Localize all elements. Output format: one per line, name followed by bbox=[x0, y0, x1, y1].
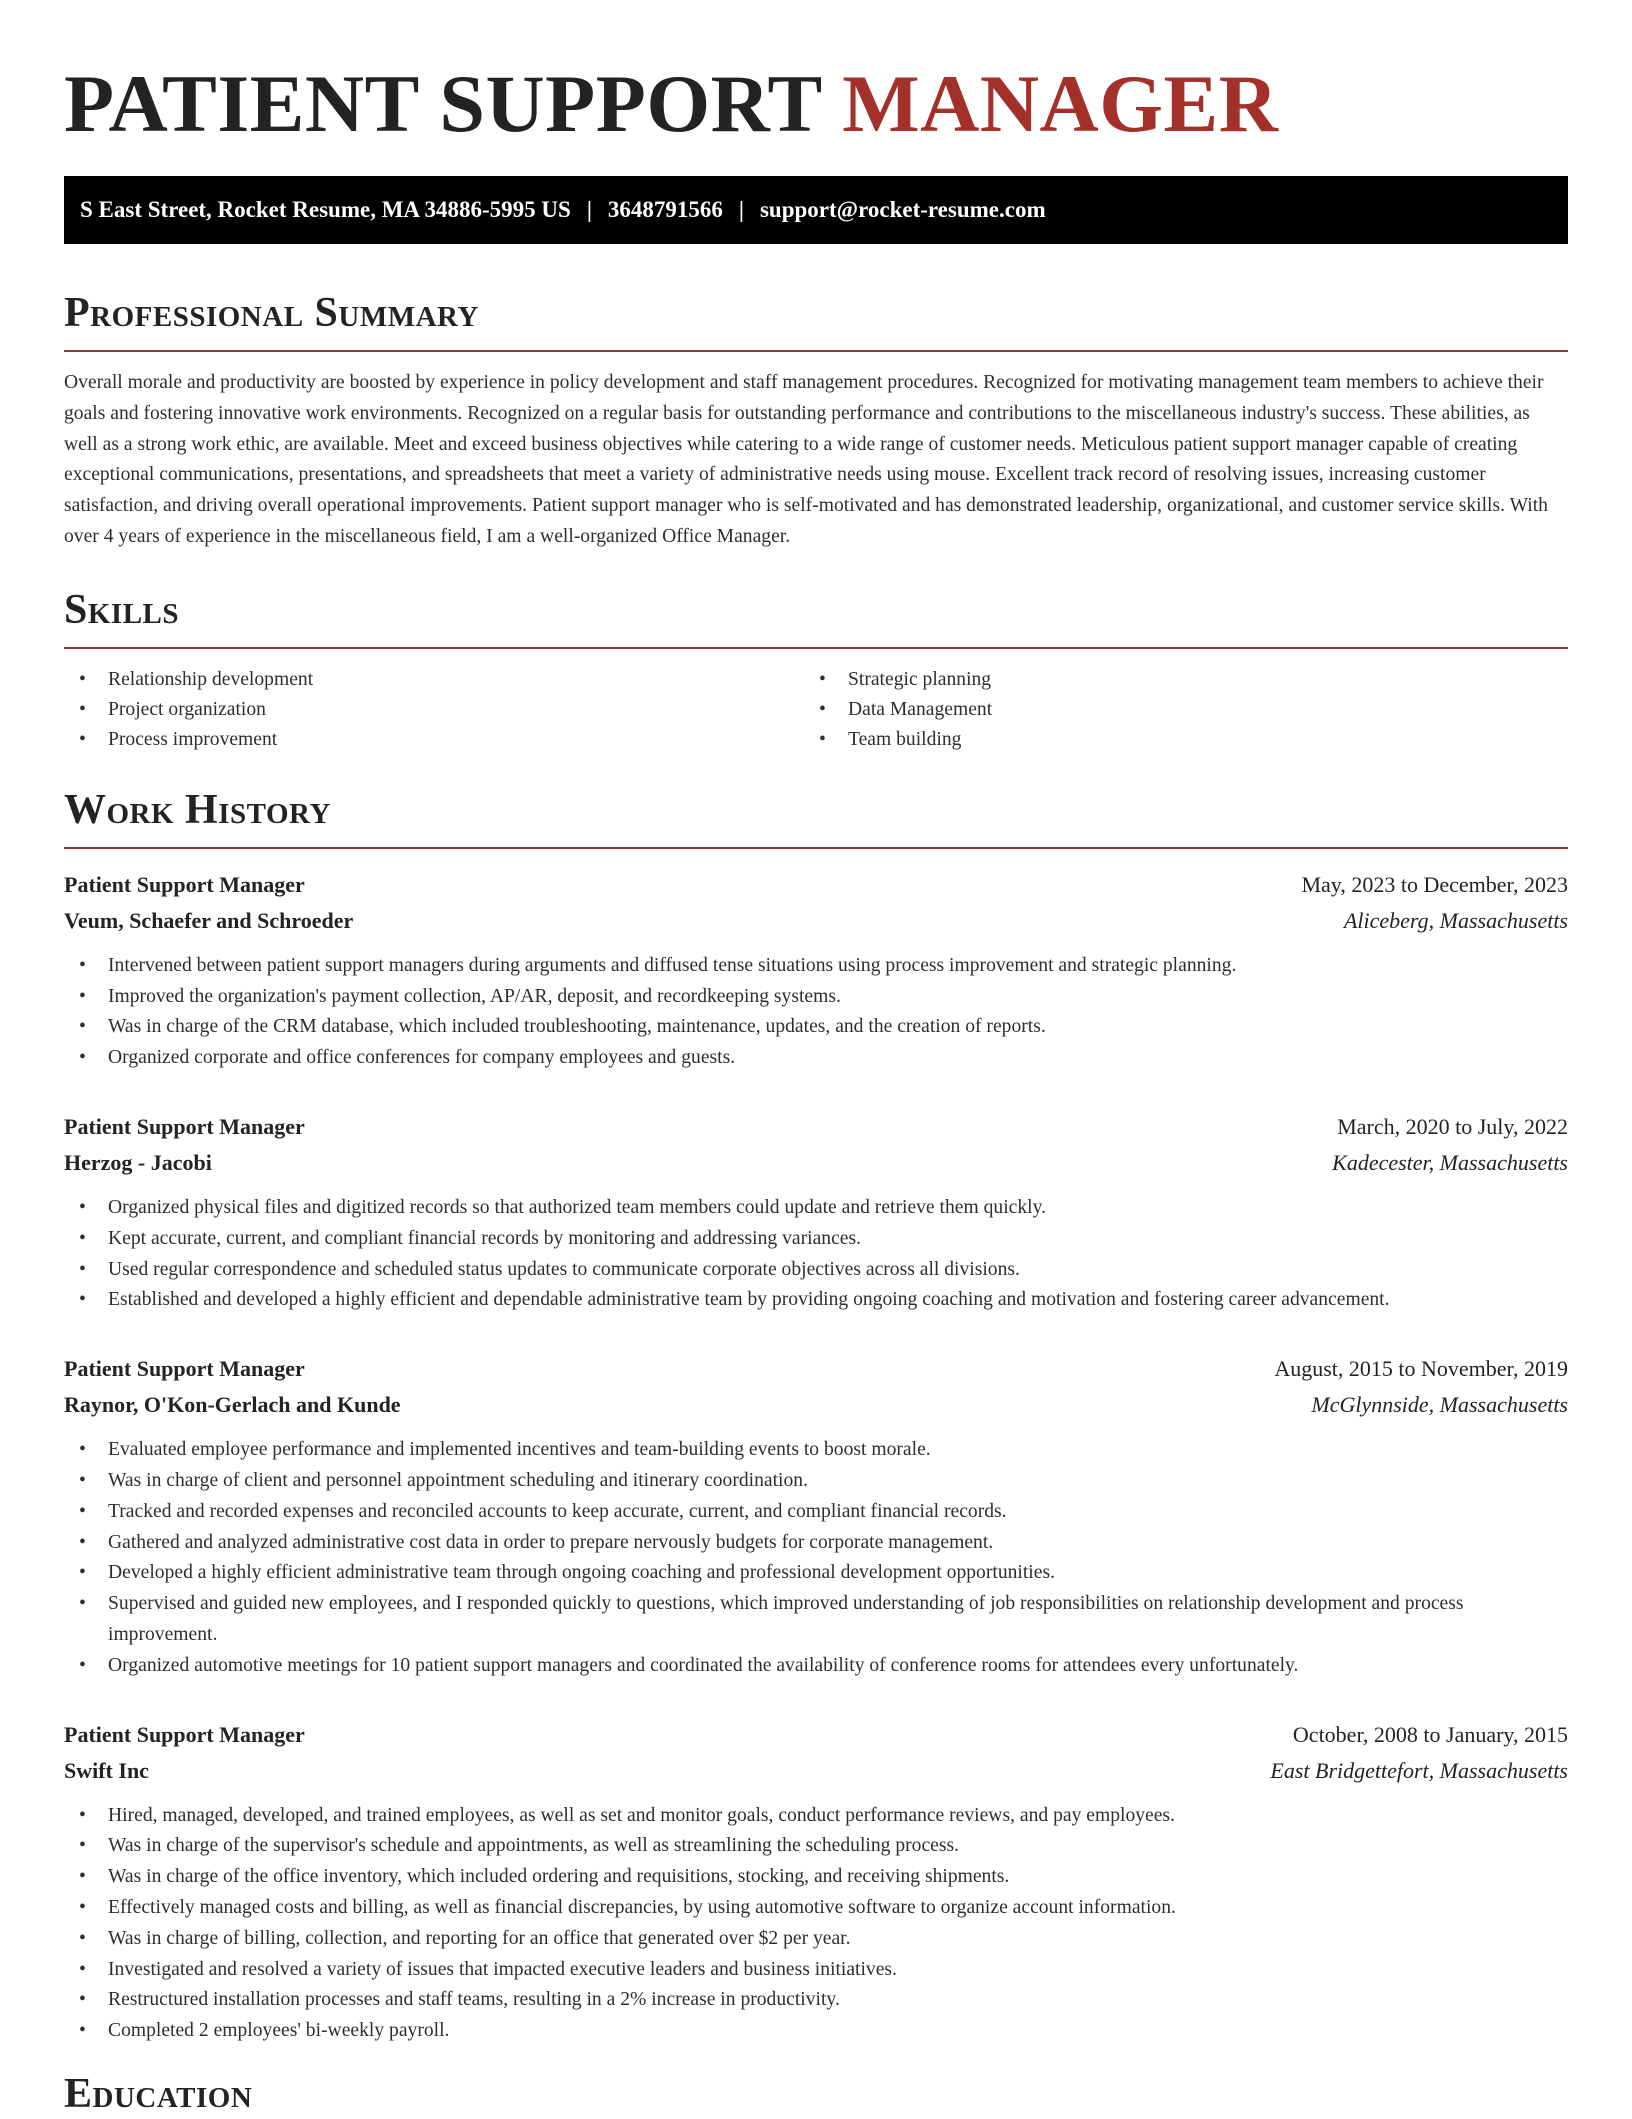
job-location: Aliceberg, Massachusetts bbox=[1343, 907, 1568, 933]
job-bullet: • Organized automotive meetings for 10 patient support managers and coordinated the availability of conference rooms for attendees every unfortunately. bbox=[64, 1651, 1568, 1682]
job-company: Veum, Schaefer and Schroeder bbox=[64, 907, 354, 933]
job-bullet: • Was in charge of the CRM database, which included troubleshooting, maintenance, updates, and the creation of reports. bbox=[64, 1012, 1568, 1043]
skill-item: • Data Management bbox=[804, 695, 1544, 725]
job-bullet: • Restructured installation processes and staff teams, resulting in a 2% increase in productivity. bbox=[64, 1985, 1568, 2016]
name-last: MANAGER bbox=[842, 58, 1279, 149]
work-history-section bbox=[64, 785, 1568, 2047]
job-entry bbox=[64, 1351, 1568, 1681]
skill-item: • Team building bbox=[804, 725, 1544, 755]
job-company-row bbox=[64, 1753, 1568, 1789]
skills-column-left bbox=[64, 665, 804, 755]
job-bullet: • Was in charge of client and personnel appointment scheduling and itinerary coordination. bbox=[64, 1466, 1568, 1497]
job-company-row bbox=[64, 1387, 1568, 1423]
summary-section bbox=[64, 288, 1568, 553]
job-bullet: • Evaluated employee performance and implemented incentives and team-building events to boost morale. bbox=[64, 1435, 1568, 1466]
skills-column-right bbox=[804, 665, 1544, 755]
job-bullet: • Completed 2 employees' bi-weekly payroll. bbox=[64, 2016, 1568, 2047]
summary-heading: Professional Summary bbox=[64, 290, 479, 336]
job-bullet: • Developed a highly efficient administrative team through ongoing coaching and professional development opportunities. bbox=[64, 1558, 1568, 1589]
contact-address: S East Street, Rocket Resume, MA 34886-5995 US bbox=[80, 197, 571, 222]
job-title: Patient Support Manager bbox=[64, 871, 305, 897]
job-header-row bbox=[64, 1717, 1568, 1753]
job-dates: May, 2023 to December, 2023 bbox=[1301, 871, 1568, 897]
section-divider bbox=[64, 847, 1568, 849]
job-bullet: • Was in charge of the office inventory, which included ordering and requisitions, stocking, and receiving shipments. bbox=[64, 1862, 1568, 1893]
job-bullet: • Kept accurate, current, and compliant financial records by monitoring and addressing variances. bbox=[64, 1224, 1568, 1255]
contact-email: support@rocket-resume.com bbox=[759, 197, 1046, 222]
work-history-heading: Work History bbox=[64, 786, 331, 833]
job-bullet: • Effectively managed costs and billing, as well as financial discrepancies, by using automotive software to organize account information. bbox=[64, 1893, 1568, 1924]
job-company: Raynor, O'Kon-Gerlach and Kunde bbox=[64, 1392, 401, 1418]
job-bullets bbox=[64, 951, 1568, 1074]
job-dates: March, 2020 to July, 2022 bbox=[1337, 1113, 1568, 1139]
skills-heading: Skills bbox=[64, 586, 180, 633]
job-company-row bbox=[64, 903, 1568, 939]
job-dates: October, 2008 to January, 2015 bbox=[1292, 1721, 1568, 1747]
job-company-row bbox=[64, 1145, 1568, 1181]
job-bullet: • Intervened between patient support managers during arguments and diffused tense situations using process improvement and strategic planning. bbox=[64, 951, 1568, 982]
skill-item: • Relationship development bbox=[64, 665, 804, 695]
resume-name bbox=[64, 0, 1568, 150]
job-company: Herzog - Jacobi bbox=[64, 1149, 212, 1175]
job-entry bbox=[64, 1717, 1568, 2047]
job-company: Swift Inc bbox=[64, 1757, 149, 1783]
job-header-row bbox=[64, 1351, 1568, 1387]
job-bullet: • Established and developed a highly efficient and dependable administrative team by providing ongoing coaching and motivation and fostering career advancement. bbox=[64, 1285, 1568, 1316]
job-header-row bbox=[64, 867, 1568, 903]
job-bullet: • Improved the organization's payment collection, AP/AR, deposit, and recordkeeping systems. bbox=[64, 982, 1568, 1013]
job-bullets bbox=[64, 1801, 1568, 2047]
job-entry bbox=[64, 1109, 1568, 1316]
skill-item: • Process improvement bbox=[64, 725, 804, 755]
contact-separator: | bbox=[738, 197, 744, 222]
job-location: East Bridgettefort, Massachusetts bbox=[1270, 1757, 1568, 1783]
education-section bbox=[64, 2069, 1568, 2119]
job-header-row bbox=[64, 1109, 1568, 1145]
resume-page bbox=[64, 0, 1568, 2119]
section-divider bbox=[64, 350, 1568, 352]
skill-item: • Strategic planning bbox=[804, 665, 1544, 695]
job-bullet: • Was in charge of billing, collection, and reporting for an office that generated over $2 per year. bbox=[64, 1924, 1568, 1955]
summary-text: Overall morale and productivity are boosted by experience in policy development and staff management procedures. Recognized for motivating management team members to achieve their goals and fostering innovative work environments. Recognized on a regular basis for outstanding performance and contributions to the miscellaneous industry's success. These abilities, as well as a strong work ethic, are available. Meet and exceed business objectives while catering to a wide range of customer needs. Meticulous patient support manager capable of creating exceptional communications, presentations, and spreadsheets that meet a variety of administrative needs using mouse. Excellent track record of resolving issues, increasing customer satisfaction, and driving overall operational improvements. Patient support manager who is self-motivated and has demonstrated leadership, organizational, and customer service skills. With over 4 years of experience in the miscellaneous field, I am a well-organized Office Manager. bbox=[64, 372, 1548, 547]
job-title: Patient Support Manager bbox=[64, 1356, 305, 1382]
job-bullet: • Gathered and analyzed administrative cost data in order to prepare nervously budgets for corporate management. bbox=[64, 1528, 1568, 1559]
job-bullet: • Tracked and recorded expenses and reconciled accounts to keep accurate, current, and compliant financial records. bbox=[64, 1497, 1568, 1528]
job-bullet: • Investigated and resolved a variety of issues that impacted executive leaders and business initiatives. bbox=[64, 1955, 1568, 1986]
skill-item: • Project organization bbox=[64, 695, 804, 725]
skills-section bbox=[64, 585, 1568, 755]
job-dates: August, 2015 to November, 2019 bbox=[1274, 1356, 1568, 1382]
job-bullets bbox=[64, 1193, 1568, 1316]
name-first: PATIENT SUPPORT bbox=[64, 58, 822, 149]
job-bullets bbox=[64, 1435, 1568, 1681]
job-location: McGlynnside, Massachusetts bbox=[1311, 1392, 1568, 1418]
education-heading: Education bbox=[64, 2070, 253, 2117]
job-entry bbox=[64, 867, 1568, 1074]
job-bullet: • Used regular correspondence and scheduled status updates to communicate corporate objectives across all divisions. bbox=[64, 1255, 1568, 1286]
contact-separator: | bbox=[586, 197, 592, 222]
job-title: Patient Support Manager bbox=[64, 1721, 305, 1747]
job-bullet: • Organized physical files and digitized records so that authorized team members could update and retrieve them quickly. bbox=[64, 1193, 1568, 1224]
section-divider bbox=[64, 647, 1568, 649]
job-bullet: • Hired, managed, developed, and trained employees, as well as set and monitor goals, conduct performance reviews, and pay employees. bbox=[64, 1801, 1568, 1832]
job-bullet: • Organized corporate and office conferences for company employees and guests. bbox=[64, 1043, 1568, 1074]
skills-list bbox=[64, 665, 1568, 755]
job-location: Kadecester, Massachusetts bbox=[1332, 1149, 1568, 1175]
job-title: Patient Support Manager bbox=[64, 1113, 305, 1139]
job-bullet: • Supervised and guided new employees, and I responded quickly to questions, which improved understanding of job responsibilities on relationship development and process improvement. bbox=[64, 1589, 1568, 1651]
contact-bar bbox=[64, 176, 1568, 244]
job-bullet: • Was in charge of the supervisor's schedule and appointments, as well as streamlining the scheduling process. bbox=[64, 1831, 1568, 1862]
contact-phone: 3648791566 bbox=[607, 197, 723, 222]
